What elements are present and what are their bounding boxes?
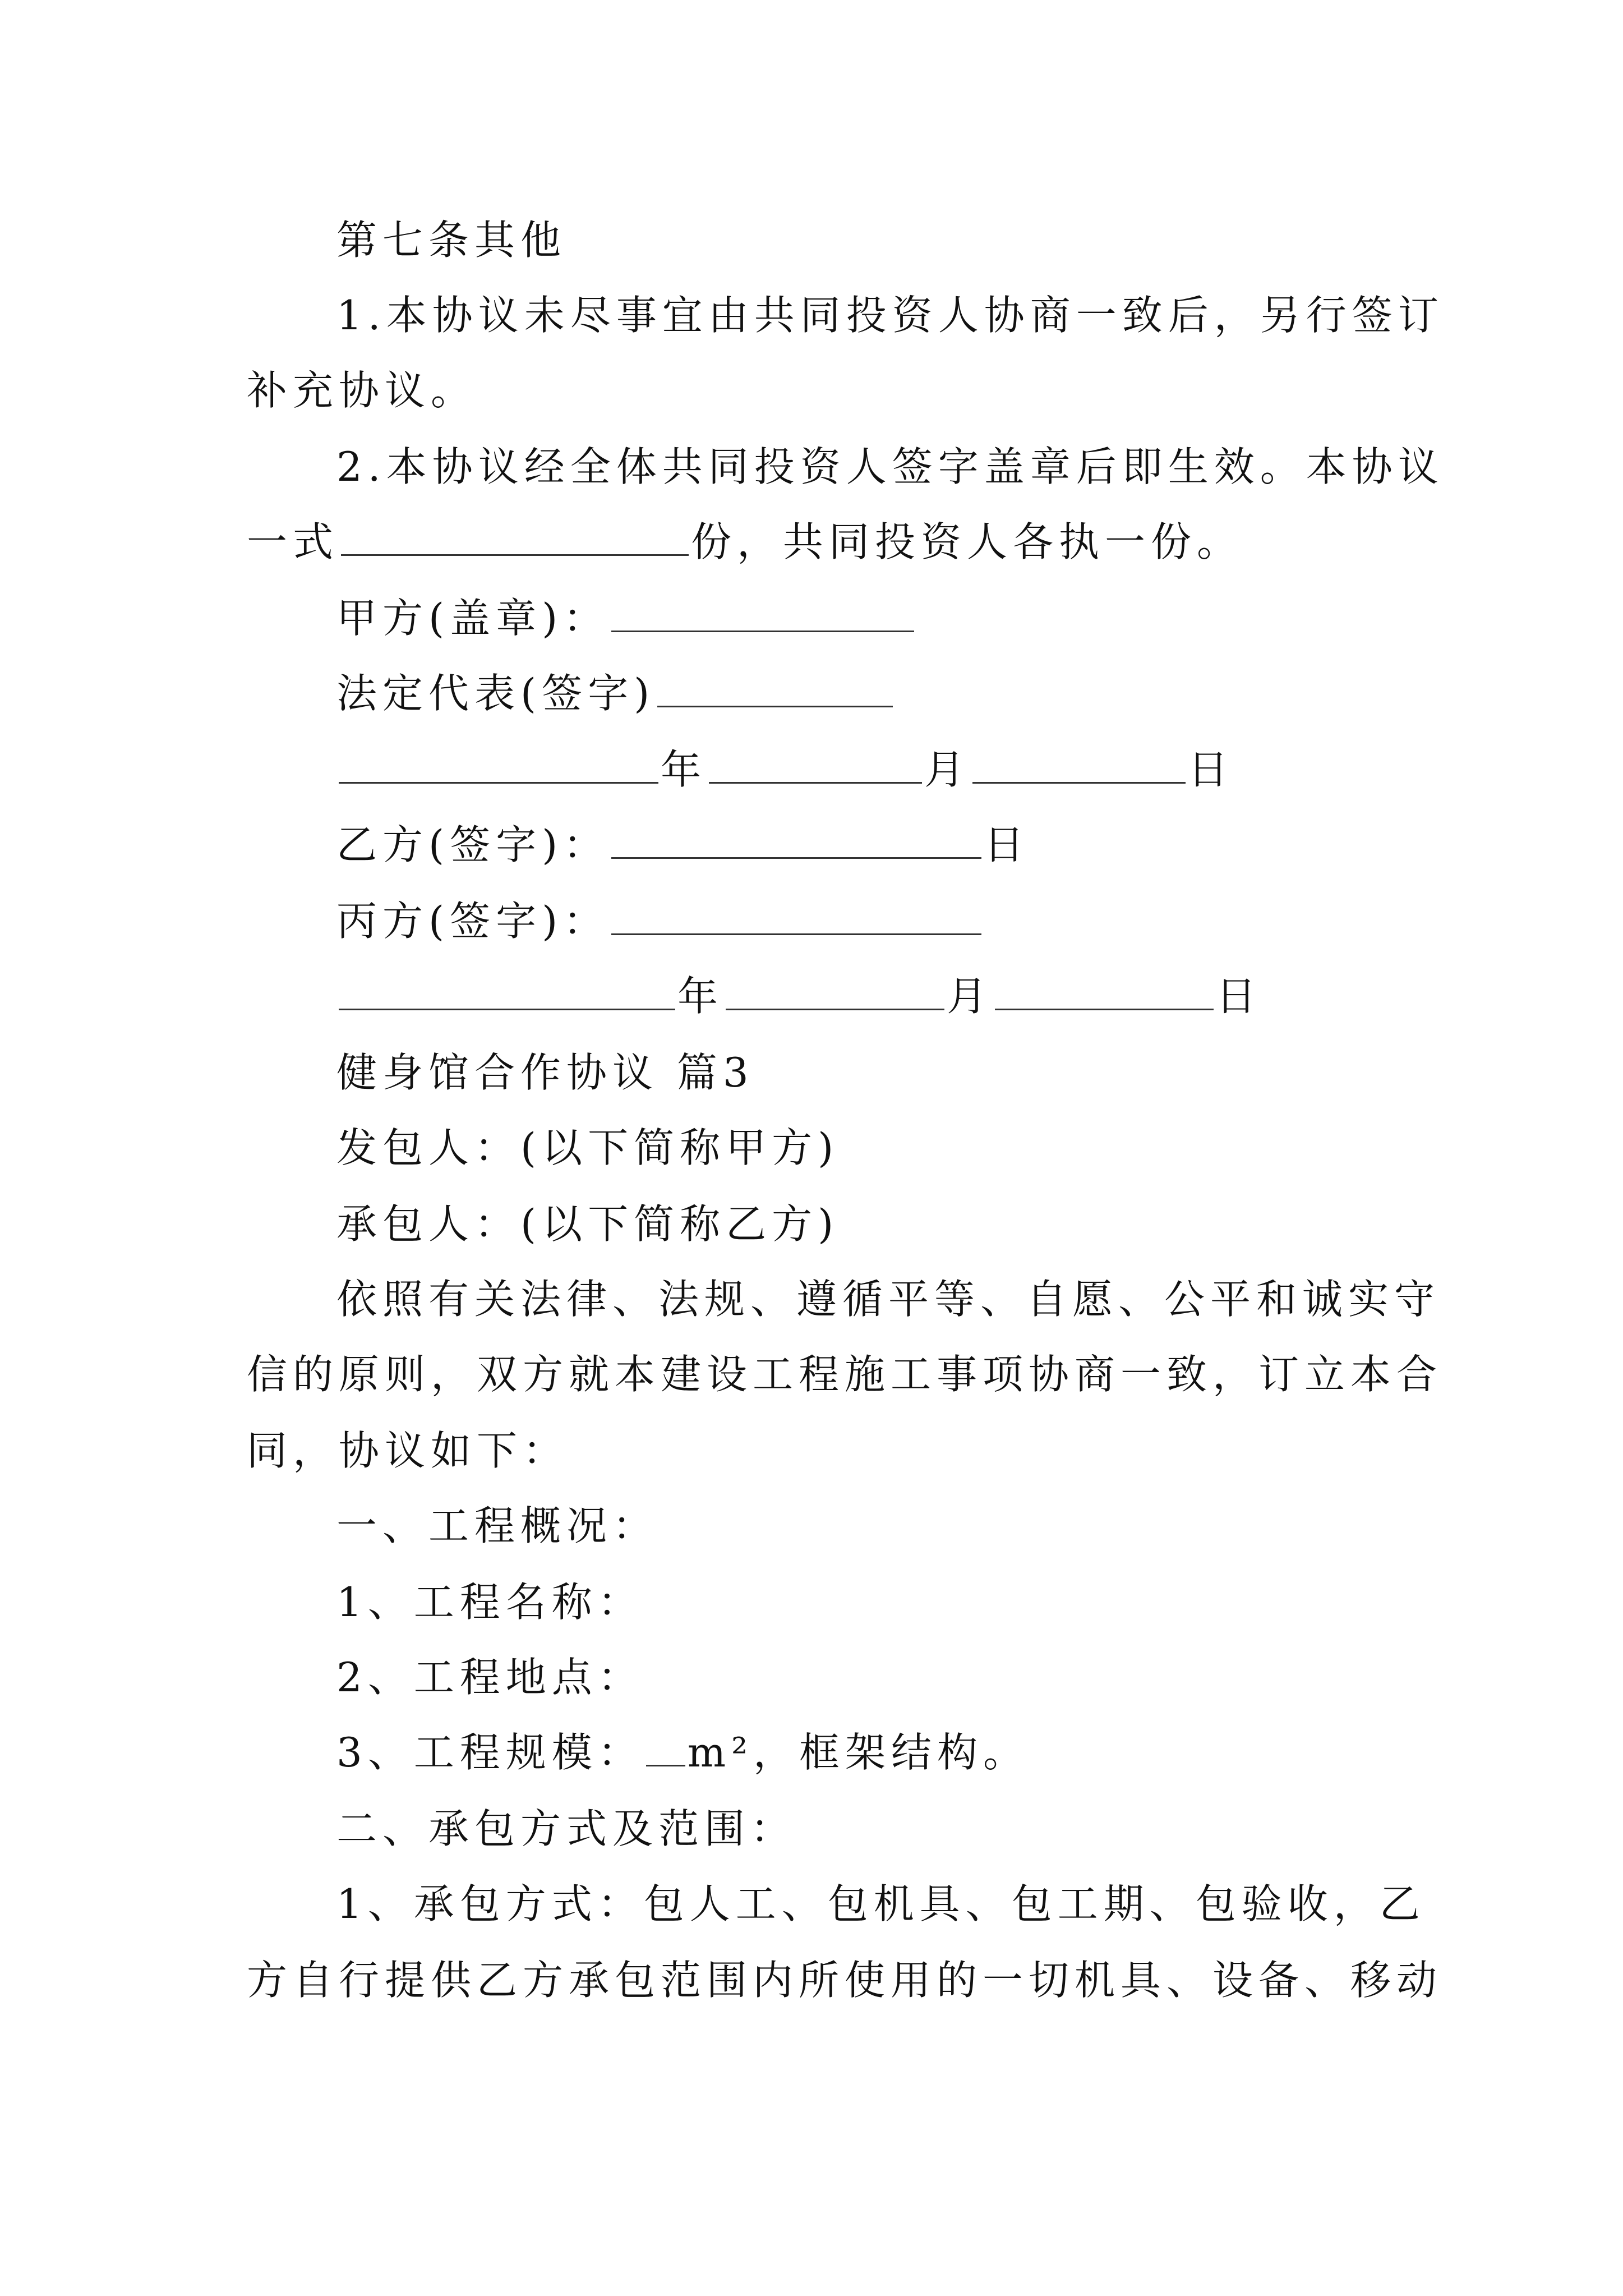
day2-blank: [995, 974, 1214, 1010]
contractor-line: 承包人：(以下简称乙方): [336, 1200, 840, 1248]
section1-title: 一、工程概况：: [336, 1502, 659, 1549]
legal-rep-blank: [657, 671, 893, 707]
month-blank: [709, 747, 922, 784]
scale-blank: [646, 1730, 685, 1766]
day2-label: 日: [1216, 973, 1262, 1020]
preamble-line1: 依照有关法律、法规、遵循平等、自愿、公平和诚实守: [336, 1276, 1441, 1323]
year-label: 年: [661, 746, 707, 793]
day-label: 日: [1188, 746, 1234, 793]
party-b-line: [336, 817, 1030, 873]
section2-item1-line2: 方自行提供乙方承包范围内所使用的一切机具、设备、移动: [247, 1957, 1443, 2004]
article7-item2-line1: 2.本协议经全体共同投资人签字盖章后即生效。本协议: [336, 443, 1444, 490]
copies-suffix: 份，共同投资人各执一份。: [691, 518, 1243, 565]
scale-label: 3、工程规模：: [336, 1729, 644, 1776]
month-label: 月: [924, 746, 971, 793]
section2-title: 二、承包方式及范围：: [336, 1805, 797, 1852]
legal-rep-line: [336, 665, 895, 721]
party-c-line: [336, 893, 984, 949]
copies-blank: [341, 519, 689, 556]
party-b-label: 乙方(签字)：: [336, 821, 610, 868]
employer-line: 发包人：(以下简称甲方): [336, 1124, 840, 1171]
date-line-2: [336, 968, 1262, 1024]
party-c-blank: [611, 899, 981, 935]
date-line-1: [336, 742, 1234, 798]
scale-suffix: m²，框架结构。: [687, 1729, 1029, 1776]
copies-prefix: 一式: [247, 518, 339, 565]
article7-item1-line2: 补充协议。: [247, 367, 477, 414]
article7-title: 第七条其他: [336, 217, 567, 264]
party-a-line: [336, 590, 916, 646]
section1-item3: [336, 1724, 1029, 1780]
party-b-blank: [611, 822, 981, 859]
day-blank: [972, 747, 1186, 784]
year2-blank: [339, 974, 675, 1010]
section1-item1: 1、工程名称：: [336, 1579, 644, 1626]
party-c-label: 丙方(签字)：: [336, 898, 610, 945]
legal-rep-label: 法定代表(签字): [336, 670, 656, 717]
article7-item2-line2: [247, 514, 1243, 570]
month2-blank: [726, 974, 944, 1010]
agreement3-title: 健身馆合作协议 篇3: [336, 1049, 754, 1096]
party-b-day-label: 日: [984, 821, 1030, 868]
month2-label: 月: [947, 973, 993, 1020]
article7-item1-line1: 1.本协议未尽事宜由共同投资人协商一致后，另行签订: [336, 292, 1444, 339]
party-a-label: 甲方(盖章)：: [336, 595, 610, 642]
preamble-line2: 信的原则，双方就本建设工程施工事项协商一致，订立本合: [247, 1351, 1443, 1398]
year2-label: 年: [677, 973, 724, 1020]
section1-item2: 2、工程地点：: [336, 1654, 644, 1701]
section2-item1-line1: 1、承包方式：包人工、包机具、包工期、包验收，乙: [336, 1880, 1426, 1927]
party-a-blank: [611, 596, 914, 632]
year-blank: [339, 747, 658, 784]
preamble-line3: 同，协议如下：: [247, 1427, 569, 1474]
